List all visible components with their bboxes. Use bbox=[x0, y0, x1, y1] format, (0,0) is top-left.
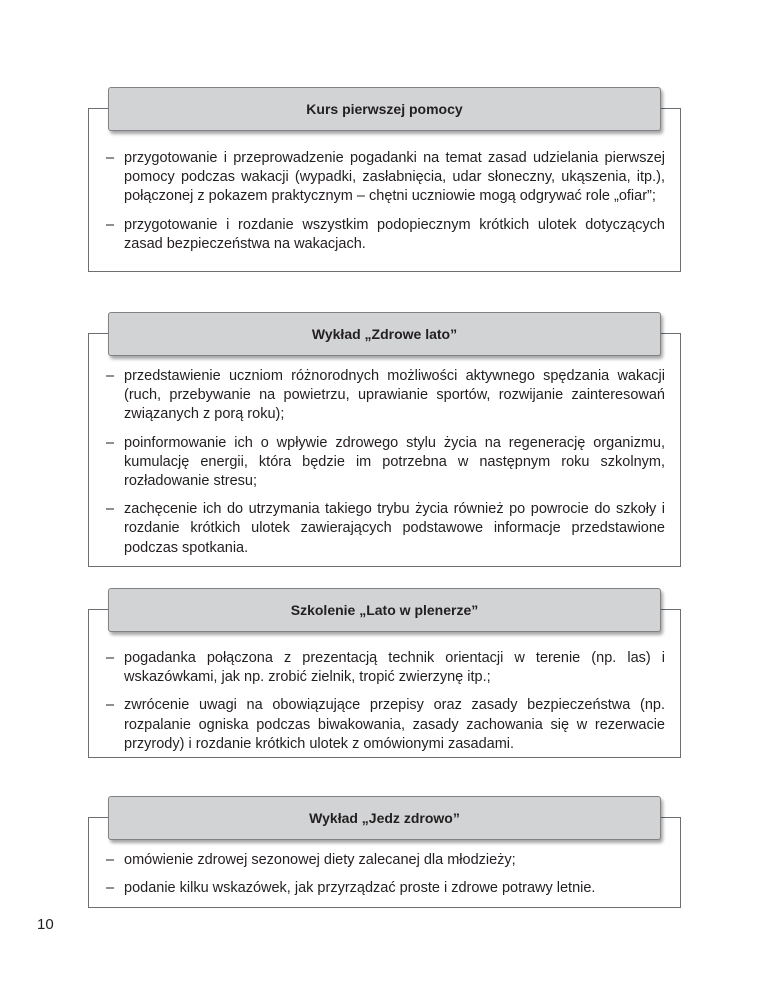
page-number: 10 bbox=[37, 916, 54, 933]
frame-corner-left bbox=[88, 333, 109, 346]
section-first-aid-course bbox=[88, 87, 681, 272]
list-item: – zwrócenie uwagi na obowiązujące przepisy oraz zasady bezpieczeństwa (np. rozpalanie ogniska podczas biwakowania, zasady zachowania się w rezerwacie przyrody) i rozdanie krótkich ulotek z omówionymi zasadami. bbox=[104, 696, 665, 754]
section-title: Wykład „Zdrowe lato” bbox=[108, 312, 661, 356]
section-outdoor-summer-training bbox=[88, 588, 681, 758]
list-item: – przygotowanie i przeprowadzenie pogadanki na temat zasad udzielania pierwszej pomocy podczas wakacji (wypadki, zasłabnięcia, udar słoneczny, ukąszenia, itp.), połączonej z pokazem praktycznym – chętni uczniowie mogą odgrywać role „ofiar”; bbox=[104, 149, 665, 207]
frame-corner-right bbox=[660, 817, 681, 830]
list-item: – poinformowanie ich o wpływie zdrowego stylu życia na regenerację organizmu, kumulację energii, która będzie im potrzebna w następnym roku szkolnym, rozładowanie stresu; bbox=[104, 434, 665, 492]
frame-corner-right bbox=[660, 609, 681, 622]
list-item: – pogadanka połączona z prezentacją technik orientacji w terenie (np. las) i wskazówkami, jak np. zrobić zielnik, tropić zwierzynę itp.; bbox=[104, 649, 665, 687]
section-eat-healthy-lecture bbox=[88, 796, 681, 908]
section-healthy-summer-lecture bbox=[88, 312, 681, 567]
list-item: – omówienie zdrowej sezonowej diety zalecanej dla młodzieży; bbox=[104, 851, 665, 870]
frame-corner-right bbox=[660, 108, 681, 121]
frame-corner-left bbox=[88, 108, 109, 121]
section-title: Wykład „Jedz zdrowo” bbox=[108, 796, 661, 840]
list-item: – przedstawienie uczniom różnorodnych możliwości aktywnego spędzania wakacji (ruch, przebywanie na powietrzu, uprawianie sportów, rozwijanie zainteresowań związanych z porą roku); bbox=[104, 367, 665, 425]
list-item: – podanie kilku wskazówek, jak przyrządzać proste i zdrowe potrawy letnie. bbox=[104, 879, 665, 898]
bullet-list bbox=[104, 649, 665, 763]
list-item: – zachęcenie ich do utrzymania takiego trybu życia również po powrocie do szkoły i rozdanie krótkich ulotek zawierających podstawowe informacje przedstawione podczas spotkania. bbox=[104, 500, 665, 558]
list-item: – przygotowanie i rozdanie wszystkim podopiecznym krótkich ulotek dotyczących zasad bezpieczeństwa na wakacjach. bbox=[104, 216, 665, 254]
section-title: Kurs pierwszej pomocy bbox=[108, 87, 661, 131]
bullet-list bbox=[104, 149, 665, 263]
frame-corner-right bbox=[660, 333, 681, 346]
bullet-list bbox=[104, 851, 665, 907]
frame-corner-left bbox=[88, 609, 109, 622]
frame-corner-left bbox=[88, 817, 109, 830]
section-title: Szkolenie „Lato w plenerze” bbox=[108, 588, 661, 632]
bullet-list bbox=[104, 367, 665, 567]
